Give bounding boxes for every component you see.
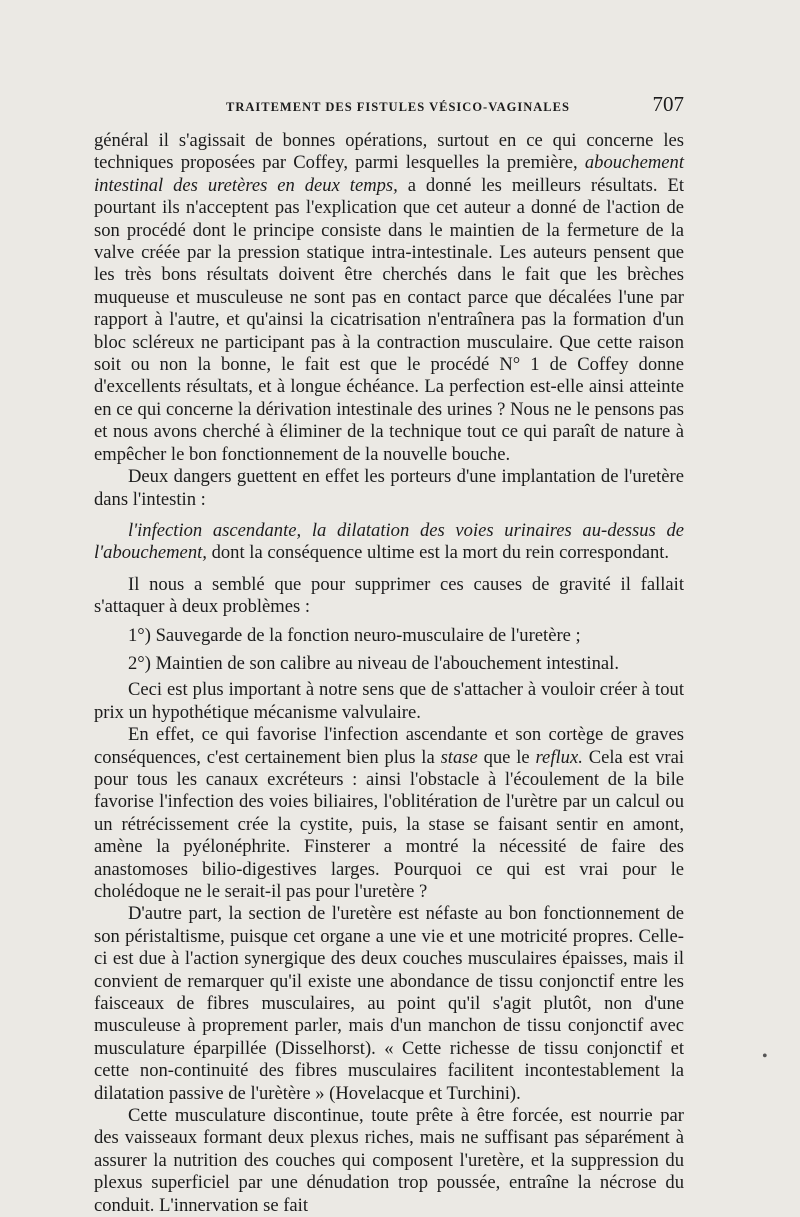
italic-term: stase (440, 746, 478, 768)
paragraph-3: l'infection ascendante, la dilatation des voies urinaires au-dessus de l'abouchement, dont la conséquence ultime est la mort du rein correspondant. (94, 519, 684, 564)
italic-term: reflux. (535, 746, 583, 768)
margin-mark: • (762, 1048, 768, 1065)
paragraph-4: Il nous a semblé que pour supprimer ces causes de gravité il fallait s'attaquer à deux problèmes : (94, 573, 684, 618)
paragraph-2: Deux dangers guettent en effet les porteurs d'une implantation de l'uretère dans l'intestin : (94, 466, 684, 510)
paragraph-7: Ceci est plus important à notre sens que de s'attacher à vouloir créer à tout prix un hypothétique mécanisme valvulaire. (94, 679, 684, 723)
italic-term: abouchement intestinal des uretères en deux temps, (94, 152, 684, 196)
paragraph-8: En effet, ce qui favorise l'infection ascendante et son cortège de graves conséquences, c'est certainement bien plus la stase que le reflux. Cela est vrai pour tous les canaux excréteurs : ainsi l'obstacle à l'écoulement de la bile favorise l'infection des voies biliaires, l'oblitération de l'urètre par un calcul ou un rétrécissement crée la cystite, puis, la stase se faisant sentir en amont, amène la pyélonéphrite. Finsterer a montré la nécessité de faire des anastomoses bilio-digestives larges. Pourquoi ce qui est vrai pour le cholédoque ne le serait-il pas pour l'uretère ? (94, 724, 684, 902)
body-text (94, 130, 684, 1217)
running-title: TRAITEMENT DES FISTULES VÉSICO-VAGINALES (226, 100, 570, 114)
list-item-1: 1°) Sauvegarde de la fonction neuro-musculaire de l'uretère ; (128, 624, 581, 646)
paragraph-1: général il s'agissait de bonnes opérations, surtout en ce qui concerne les techniques proposées par Coffey, parmi lesquelles la première, abouchement intestinal des uretères en deux temps, a donné les meilleurs résultats. Et pourtant ils n'acceptent pas l'explication que cet auteur a donné de l'action de son procédé dont le principe consiste dans le maintien de la fermeture de la valve créée par la pression statique intra-intestinale. Les auteurs pensent que les très bons résultats doivent être cherchés dans le fait que les brèches muqueuse et musculeuse ne sont pas en contact parce que décalées l'une par rapport à l'autre, et qu'ainsi la cicatrisation n'entraînera pas la formation d'un bloc scléreux ne participant pas à la contraction musculaire. Que cette raison soit ou non la bonne, le fait est que le procédé N° 1 de Coffey donne d'excellents résultats, et à longue échéance. La perfection est-elle ainsi atteinte en ce qui concerne la dérivation intestinale des urines ? Nous ne le pensons pas et nous avons cherché à éliminer de la technique tout ce qui paraît de nature à empêcher le bon fonctionnement de la nouvelle bouche. (94, 130, 684, 465)
page-header (94, 88, 684, 118)
page-number: 707 (652, 92, 684, 116)
italic-term: l'infection ascendante, la dilatation des voies urinaires au-dessus de l'abouchement, (94, 519, 684, 564)
paragraph-9: D'autre part, la section de l'uretère est néfaste au bon fonctionnement de son péristaltisme, puisque cet organe a une vie et une motricité propres. Celle-ci est due à l'action synergique des deux couches musculaires épaisses, mais il convient de remarquer qu'il existe une abondance de tissu conjonctif entre les faisceaux de fibres musculaires, au point qu'il s'agit plutôt, non d'une musculeuse à proprement parler, mais d'un manchon de tissu conjonctif avec musculature éparpillée (Disselhorst). « Cette richesse de tissu conjonctif et cette non-continuité des fibres musculaires facilitent incontestablement la dilatation passive de l'urètère » (Hovelacque et Turchini). (94, 903, 684, 1104)
paragraph-10: Cette musculature discontinue, toute prête à être forcée, est nourrie par des vaisseaux formant deux plexus riches, mais ne suffisant pas séparément à assurer la nutrition des couches qui composent l'uretère, et la suppression du plexus superficiel par une dénudation trop poussée, entraîne la nécrose du conduit. L'innervation se fait (94, 1105, 684, 1216)
list-item-2: 2°) Maintien de son calibre au niveau de l'abouchement intestinal. (128, 652, 619, 674)
